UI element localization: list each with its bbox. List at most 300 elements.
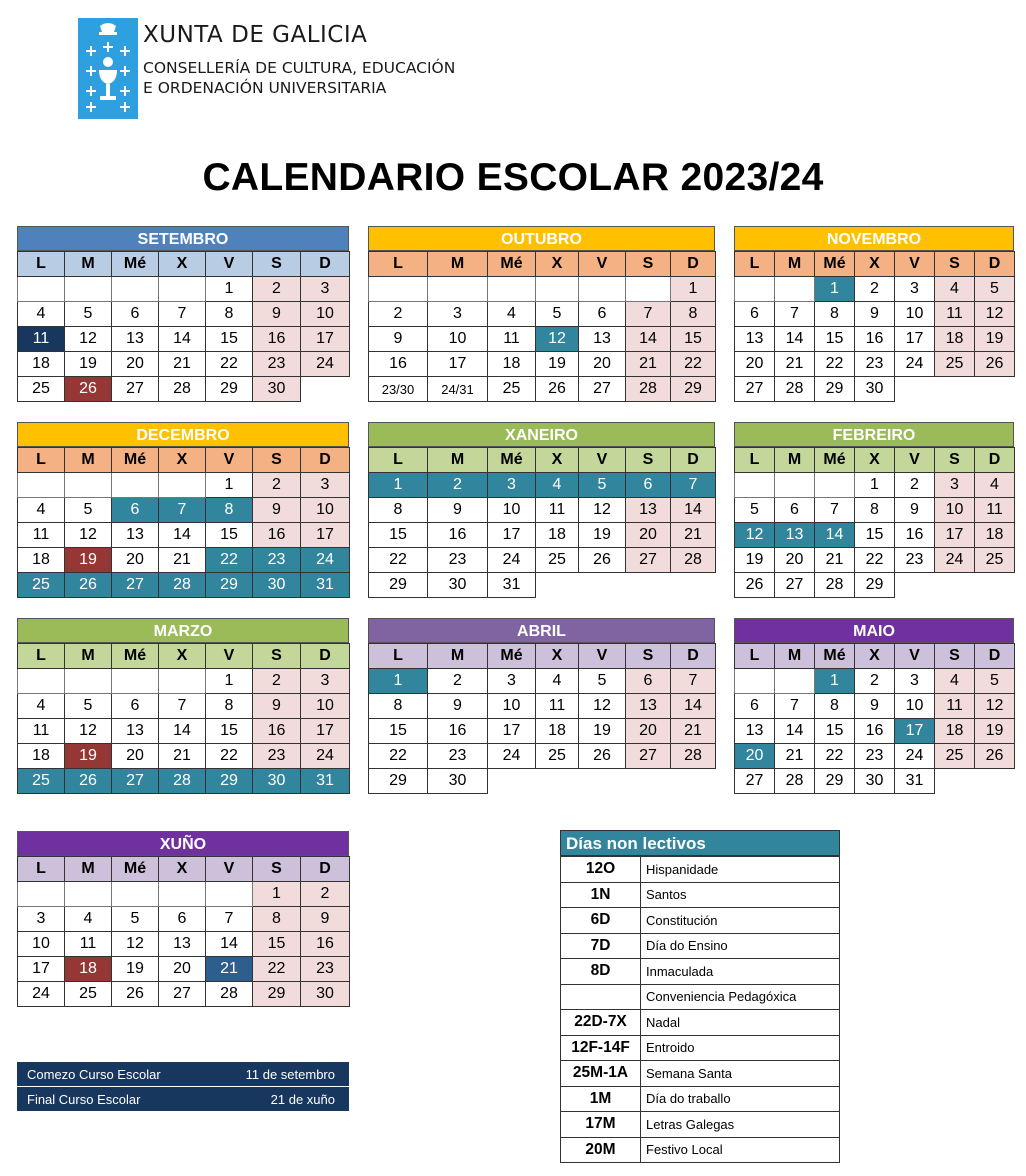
day-cell: 24 [301, 744, 350, 769]
day-cell: 14 [671, 694, 716, 719]
legend-code: 17M [561, 1112, 641, 1138]
day-cell: 17 [935, 523, 975, 548]
day-cell: 23 [253, 548, 301, 573]
day-cell: 23/30 [369, 377, 428, 402]
day-cell: 18 [18, 744, 65, 769]
blank-cell [626, 769, 671, 794]
empty-day-cell [775, 277, 815, 302]
week-row [369, 302, 716, 327]
week-row [735, 719, 1015, 744]
legend-row [561, 959, 840, 985]
blank-cell [975, 573, 1015, 598]
day-cell: 23 [855, 352, 895, 377]
day-cell: 17 [428, 352, 488, 377]
day-cell: 14 [159, 523, 206, 548]
month-grid [17, 447, 350, 598]
day-cell: 28 [671, 744, 716, 769]
empty-day-cell [18, 473, 65, 498]
blank-cell [895, 377, 935, 402]
day-cell: 25 [935, 744, 975, 769]
day-cell: 7 [671, 669, 716, 694]
day-cell: 7 [159, 694, 206, 719]
day-cell: 8 [369, 694, 428, 719]
week-row [18, 882, 350, 907]
week-row [18, 302, 350, 327]
week-row [369, 548, 716, 573]
legend-code: 22D-7X [561, 1010, 641, 1036]
day-cell: 1 [815, 669, 855, 694]
day-cell: 11 [935, 302, 975, 327]
weekday-label: M [428, 252, 488, 277]
weekday-label: L [369, 448, 428, 473]
day-cell: 26 [975, 744, 1015, 769]
weekday-label: D [301, 644, 350, 669]
week-row [735, 302, 1015, 327]
day-cell: 2 [253, 669, 301, 694]
weekday-label: M [65, 252, 112, 277]
weekday-label: V [579, 448, 626, 473]
weekday-label: D [671, 644, 716, 669]
day-cell: 25 [536, 548, 579, 573]
day-cell: 2 [253, 277, 301, 302]
course-start-row [17, 1062, 349, 1087]
week-row [735, 573, 1015, 598]
day-cell: 10 [895, 302, 935, 327]
day-cell: 20 [112, 352, 159, 377]
day-cell: 5 [65, 302, 112, 327]
week-row [18, 669, 350, 694]
week-row [735, 694, 1015, 719]
day-cell: 3 [488, 669, 536, 694]
day-cell: 29 [206, 377, 253, 402]
blank-cell [671, 573, 716, 598]
week-row [369, 744, 716, 769]
month-title: FEBREIRO [734, 422, 1014, 447]
day-cell: 1 [253, 882, 301, 907]
day-cell: 21 [626, 352, 671, 377]
day-cell: 6 [626, 669, 671, 694]
day-cell: 29 [369, 769, 428, 794]
weekday-header-row [369, 644, 716, 669]
weekday-label: M [428, 644, 488, 669]
day-cell: 3 [488, 473, 536, 498]
day-cell: 4 [975, 473, 1015, 498]
day-cell: 26 [65, 573, 112, 598]
empty-day-cell [536, 277, 579, 302]
day-cell: 8 [253, 907, 301, 932]
day-cell: 21 [671, 523, 716, 548]
weekday-label: V [579, 644, 626, 669]
day-cell: 28 [626, 377, 671, 402]
weekday-label: L [369, 644, 428, 669]
empty-day-cell [735, 277, 775, 302]
day-cell: 9 [895, 498, 935, 523]
day-cell: 28 [671, 548, 716, 573]
empty-day-cell [18, 277, 65, 302]
weekday-label: V [579, 252, 626, 277]
day-cell: 26 [65, 769, 112, 794]
day-cell: 30 [855, 769, 895, 794]
empty-day-cell [112, 473, 159, 498]
day-cell: 31 [895, 769, 935, 794]
empty-day-cell [65, 882, 112, 907]
legend-row [561, 1061, 840, 1087]
day-cell: 16 [428, 719, 488, 744]
day-cell: 24 [488, 548, 536, 573]
blank-cell [935, 573, 975, 598]
day-cell: 9 [253, 302, 301, 327]
day-cell: 1 [369, 473, 428, 498]
week-row [735, 548, 1015, 573]
day-cell: 1 [671, 277, 716, 302]
legend-code: 12O [561, 857, 641, 883]
day-cell: 19 [735, 548, 775, 573]
day-cell: 10 [488, 694, 536, 719]
weekday-label: V [895, 252, 935, 277]
legend-holiday-name: Día do traballo [641, 1086, 840, 1112]
week-row [369, 352, 716, 377]
week-row [369, 694, 716, 719]
day-cell: 18 [975, 523, 1015, 548]
week-row [18, 327, 350, 352]
week-row [18, 498, 350, 523]
day-cell: 15 [815, 327, 855, 352]
day-cell: 18 [536, 719, 579, 744]
day-cell: 15 [369, 719, 428, 744]
weekday-label: D [975, 252, 1015, 277]
day-cell: 1 [855, 473, 895, 498]
day-cell: 9 [428, 694, 488, 719]
legend-table [560, 856, 840, 1163]
month-title: XANEIRO [368, 422, 715, 447]
day-cell: 8 [206, 694, 253, 719]
day-cell: 12 [579, 694, 626, 719]
day-cell: 4 [488, 302, 536, 327]
day-cell: 13 [112, 327, 159, 352]
week-row [18, 694, 350, 719]
day-cell: 8 [671, 302, 716, 327]
day-cell: 20 [735, 744, 775, 769]
empty-day-cell [428, 277, 488, 302]
day-cell: 27 [735, 377, 775, 402]
day-cell: 7 [775, 694, 815, 719]
day-cell: 21 [159, 352, 206, 377]
week-row [735, 473, 1015, 498]
empty-day-cell [159, 473, 206, 498]
day-cell: 27 [112, 377, 159, 402]
blank-cell [935, 769, 975, 794]
weekday-label: S [626, 252, 671, 277]
weekday-label: V [206, 448, 253, 473]
legend-row [561, 882, 840, 908]
day-cell: 11 [18, 523, 65, 548]
day-cell: 4 [18, 498, 65, 523]
day-cell: 6 [112, 498, 159, 523]
day-cell: 21 [206, 957, 253, 982]
day-cell: 19 [579, 719, 626, 744]
blank-cell [536, 573, 579, 598]
day-cell: 25 [935, 352, 975, 377]
weekday-label: D [975, 448, 1015, 473]
weekday-label: S [935, 252, 975, 277]
day-cell: 12 [65, 719, 112, 744]
weekday-header-row [735, 644, 1015, 669]
weekday-label: Mé [488, 448, 536, 473]
week-row [735, 523, 1015, 548]
weekday-label: X [536, 644, 579, 669]
day-cell: 20 [159, 957, 206, 982]
legend-row [561, 1035, 840, 1061]
day-cell: 15 [815, 719, 855, 744]
month-decembro [17, 422, 349, 598]
legend-holiday-name: Inmaculada [641, 959, 840, 985]
day-cell: 14 [206, 932, 253, 957]
day-cell: 14 [775, 719, 815, 744]
week-row [18, 573, 350, 598]
empty-day-cell [65, 669, 112, 694]
day-cell: 25 [536, 744, 579, 769]
day-cell: 29 [253, 982, 301, 1007]
day-cell: 26 [536, 377, 579, 402]
day-cell: 21 [159, 548, 206, 573]
legend-holiday-name: Constitución [641, 908, 840, 934]
week-row [369, 498, 716, 523]
weekday-label: V [895, 448, 935, 473]
day-cell: 29 [206, 573, 253, 598]
day-cell: 27 [112, 573, 159, 598]
department-line-1: CONSELLERÍA DE CULTURA, EDUCACIÓN [143, 59, 456, 77]
day-cell: 4 [935, 669, 975, 694]
day-cell: 19 [112, 957, 159, 982]
day-cell: 13 [112, 719, 159, 744]
day-cell: 31 [301, 769, 350, 794]
month-grid [17, 856, 350, 1007]
week-row [18, 769, 350, 794]
day-cell: 25 [488, 377, 536, 402]
week-row [369, 473, 716, 498]
day-cell: 8 [206, 302, 253, 327]
weekday-label: Mé [815, 448, 855, 473]
weekday-label: V [206, 252, 253, 277]
day-cell: 28 [815, 573, 855, 598]
empty-day-cell [112, 882, 159, 907]
weekday-label: M [65, 448, 112, 473]
week-row [18, 982, 350, 1007]
day-cell: 27 [159, 982, 206, 1007]
day-cell: 11 [18, 327, 65, 352]
day-cell: 10 [301, 498, 350, 523]
day-cell: 12 [735, 523, 775, 548]
weekday-label: V [206, 857, 253, 882]
legend-row [561, 1010, 840, 1036]
day-cell: 12 [65, 327, 112, 352]
day-cell: 30 [253, 769, 301, 794]
day-cell: 16 [895, 523, 935, 548]
day-cell: 24 [301, 548, 350, 573]
weekday-label: L [18, 448, 65, 473]
month-xuno [17, 831, 349, 1007]
day-cell: 2 [855, 277, 895, 302]
day-cell: 26 [735, 573, 775, 598]
day-cell: 2 [855, 669, 895, 694]
empty-day-cell [65, 277, 112, 302]
day-cell: 16 [855, 327, 895, 352]
weekday-label: S [626, 448, 671, 473]
day-cell: 4 [18, 694, 65, 719]
day-cell: 14 [671, 498, 716, 523]
month-grid [17, 251, 350, 402]
day-cell: 17 [301, 327, 350, 352]
day-cell: 29 [671, 377, 716, 402]
weekday-label: X [855, 448, 895, 473]
department-line-2: E ORDENACIÓN UNIVERSITARIA [143, 79, 387, 97]
day-cell: 26 [579, 744, 626, 769]
day-cell: 30 [253, 573, 301, 598]
day-cell: 8 [815, 302, 855, 327]
day-cell: 23 [253, 352, 301, 377]
day-cell: 15 [369, 523, 428, 548]
blank-cell [488, 769, 536, 794]
day-cell: 22 [206, 744, 253, 769]
weekday-label: L [369, 252, 428, 277]
day-cell: 3 [301, 473, 350, 498]
blank-cell [626, 573, 671, 598]
week-row [18, 907, 350, 932]
month-novembro [734, 226, 1014, 402]
week-row [369, 327, 716, 352]
legend-row [561, 984, 840, 1010]
day-cell: 9 [428, 498, 488, 523]
day-cell: 23 [428, 744, 488, 769]
empty-day-cell [112, 669, 159, 694]
weekday-label: M [775, 644, 815, 669]
weekday-label: D [301, 857, 350, 882]
day-cell: 20 [112, 548, 159, 573]
weekday-label: D [975, 644, 1015, 669]
day-cell: 22 [369, 548, 428, 573]
day-cell: 1 [206, 277, 253, 302]
day-cell: 3 [895, 277, 935, 302]
day-cell: 8 [815, 694, 855, 719]
week-row [735, 327, 1015, 352]
month-febreiro [734, 422, 1014, 598]
day-cell: 30 [428, 573, 488, 598]
legend-holiday-name: Conveniencia Pedagóxica [641, 984, 840, 1010]
day-cell: 11 [65, 932, 112, 957]
day-cell: 28 [159, 573, 206, 598]
weekday-label: Mé [112, 448, 159, 473]
day-cell: 5 [975, 277, 1015, 302]
legend-code: 20M [561, 1137, 641, 1163]
empty-day-cell [18, 882, 65, 907]
blank-cell [579, 573, 626, 598]
day-cell: 9 [855, 694, 895, 719]
weekday-header-row [18, 252, 350, 277]
day-cell: 20 [579, 352, 626, 377]
day-cell: 26 [65, 377, 112, 402]
day-cell: 17 [895, 719, 935, 744]
day-cell: 22 [855, 548, 895, 573]
day-cell: 16 [855, 719, 895, 744]
day-cell: 29 [815, 377, 855, 402]
day-cell: 4 [65, 907, 112, 932]
weekday-label: D [301, 252, 350, 277]
blank-cell [301, 377, 350, 402]
day-cell: 19 [536, 352, 579, 377]
day-cell: 20 [626, 719, 671, 744]
day-cell: 21 [815, 548, 855, 573]
day-cell: 23 [428, 548, 488, 573]
day-cell: 18 [935, 327, 975, 352]
weekday-label: L [18, 857, 65, 882]
day-cell: 3 [895, 669, 935, 694]
month-abril [368, 618, 715, 794]
org-name: XUNTA DE GALICIA [143, 22, 368, 48]
weekday-label: Mé [815, 644, 855, 669]
day-cell: 27 [626, 744, 671, 769]
course-start-date: 11 de setembro [245, 1067, 335, 1082]
day-cell: 5 [536, 302, 579, 327]
course-end-row [17, 1087, 349, 1112]
month-title: XUÑO [17, 831, 349, 856]
week-row [18, 352, 350, 377]
weekday-label: S [935, 448, 975, 473]
day-cell: 5 [579, 473, 626, 498]
page-title: CALENDARIO ESCOLAR 2023/24 [202, 156, 824, 199]
day-cell: 2 [253, 473, 301, 498]
day-cell: 5 [112, 907, 159, 932]
weekday-label: L [735, 644, 775, 669]
day-cell: 19 [975, 719, 1015, 744]
legend-code: 25M-1A [561, 1061, 641, 1087]
weekday-label: Mé [112, 857, 159, 882]
xunta-logo [78, 18, 138, 119]
legend-title: Días non lectivos [560, 830, 840, 856]
legend-holiday-name: Letras Galegas [641, 1112, 840, 1138]
day-cell: 9 [301, 907, 350, 932]
week-row [735, 769, 1015, 794]
weekday-label: Mé [488, 644, 536, 669]
blank-cell [975, 769, 1015, 794]
day-cell: 17 [301, 523, 350, 548]
weekday-label: S [253, 448, 301, 473]
day-cell: 14 [159, 327, 206, 352]
day-cell: 29 [369, 573, 428, 598]
weekday-label: L [735, 252, 775, 277]
blank-cell [579, 769, 626, 794]
day-cell: 1 [369, 669, 428, 694]
week-row [369, 573, 716, 598]
week-row [369, 377, 716, 402]
department-name [143, 58, 455, 98]
week-row [18, 473, 350, 498]
blank-cell [895, 573, 935, 598]
day-cell: 8 [369, 498, 428, 523]
weekday-label: M [65, 857, 112, 882]
week-row [18, 377, 350, 402]
week-row [18, 523, 350, 548]
non-school-days-legend [560, 830, 840, 1163]
weekday-header-row [735, 252, 1015, 277]
week-row [18, 548, 350, 573]
empty-day-cell [206, 882, 253, 907]
day-cell: 22 [369, 744, 428, 769]
month-title: NOVEMBRO [734, 226, 1014, 251]
month-grid [734, 447, 1015, 598]
month-outubro [368, 226, 715, 402]
day-cell: 9 [253, 498, 301, 523]
day-cell: 20 [735, 352, 775, 377]
